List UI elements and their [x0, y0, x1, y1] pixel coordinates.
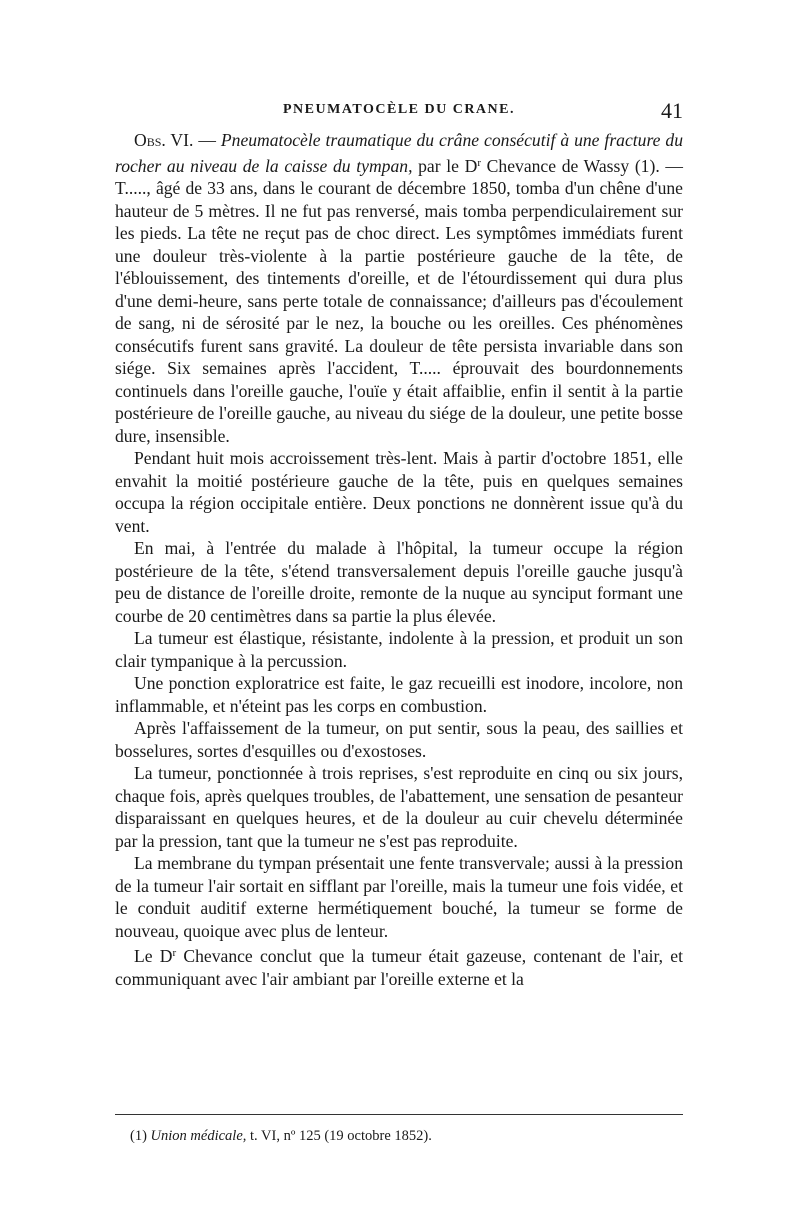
paragraph: Après l'affaissement de la tumeur, on put sentir, sous la peau, des saillies et bosselures, sortes d'esquilles ou d'exostoses. — [115, 718, 683, 761]
paragraph-conclusion — [115, 942, 683, 990]
doctor-superscript: r — [172, 947, 177, 959]
footnote-rule — [115, 1114, 683, 1115]
dash: — — [193, 130, 221, 150]
observation-label: Obs. VI. — [134, 130, 194, 150]
paragraph-text: Chevance conclut que la tumeur était gazeuse, contenant de l'air, et communiquant avec l'air ambiant par l'oreille externe et la — [115, 946, 683, 989]
author-prefix: par le D — [412, 155, 478, 176]
body-text — [115, 129, 683, 990]
paragraph: La tumeur, ponctionnée à trois reprises, s'est reproduite en cinq ou six jours, chaque fois, après quelques troubles, de l'abattement, une sensation de pesanteur disparaissant en quelques heures, et de la douleur au cuir chevelu déterminée par la pression, tant que la tumeur ne s'est pas reproduite. — [115, 763, 683, 851]
footnote-reference: t. VI, nº 125 (19 octobre 1852). — [246, 1128, 432, 1144]
paragraph: La tumeur est élastique, résistante, indolente à la pression, et produit un son clair tympanique à la percussion. — [115, 628, 683, 671]
paragraph: Une ponction exploratrice est faite, le gaz recueilli est inodore, incolore, non inflammable, et n'éteint pas les corps en combustion. — [115, 673, 683, 716]
page-number: 41 — [661, 98, 683, 123]
author-superscript: r — [477, 156, 482, 169]
doctor-prefix: Le D — [134, 946, 173, 966]
paragraph: Pendant huit mois accroissement très-lent. Mais à partir d'octobre 1851, elle envahit la moitié postérieure gauche de la tête, puis en quelques semaines occupa la région occipitale entière. Deux ponctions ne donnèrent issue qu'à du vent. — [115, 448, 683, 536]
footnote-marker: (1) — [130, 1128, 151, 1144]
footnote — [130, 1126, 683, 1146]
observation-title: Pneumatocèle traumatique du crâne consécutif à une fracture du rocher au niveau de la caisse du tympan, — [115, 130, 684, 176]
paragraph-text: Chevance de Wassy (1). — T....., âgé de 33 ans, dans le courant de décembre 1850, tomba d'un chêne d'une hauteur de 5 mètres. Il ne fut pas renversé, mais tomba perpendiculairement sur les pieds. La tête ne reçut pas de choc direct. Les symptômes immédiats furent une douleur très-violente à la partie postérieure gauche de la tête, de l'éblouissement, des tintements d'oreille, et de l'étourdissement qui dura plus d'une demi-heure, sans perte totale de connaissance; d'ailleurs pas d'écoulement de sang, ni de sérosité par le nez, la bouche ou les oreilles. Ces phénomènes consécutifs furent sans gravité. La douleur de tête persista invariable dans son siége. Six semaines après l'accident, T..... éprouvait des bourdonnements continuels dans l'oreille gauche, l'ouïe y était affaiblie, enfin il sentit à la partie postérieure de l'oreille gauche, au niveau du siége de la douleur, une petite bosse dure, insensible. — [115, 155, 683, 446]
paragraph: La membrane du tympan présentait une fente transvervale; aussi à la pression de la tumeur l'air sortait en sifflant par l'oreille, mais la tumeur une fois vidée, et le conduit auditif externe hermétiquement bouché, la tumeur se forme de nouveau, quoique avec plus de lenteur. — [115, 853, 683, 941]
page-header — [115, 98, 683, 124]
running-title: PNEUMATOCÈLE DU CRANE. — [283, 102, 515, 117]
paragraph: En mai, à l'entrée du malade à l'hôpital, la tumeur occupe la région postérieure de la tête, s'étend transversalement depuis l'oreille gauche jusqu'à peu de distance de l'oreille droite, remonte de la nuque au synciput formant une courbe de 20 centimètres dans sa partie la plus élevée. — [115, 538, 683, 626]
paragraph-observation-intro — [115, 129, 683, 447]
footnote-journal: Union médicale, — [150, 1128, 247, 1144]
